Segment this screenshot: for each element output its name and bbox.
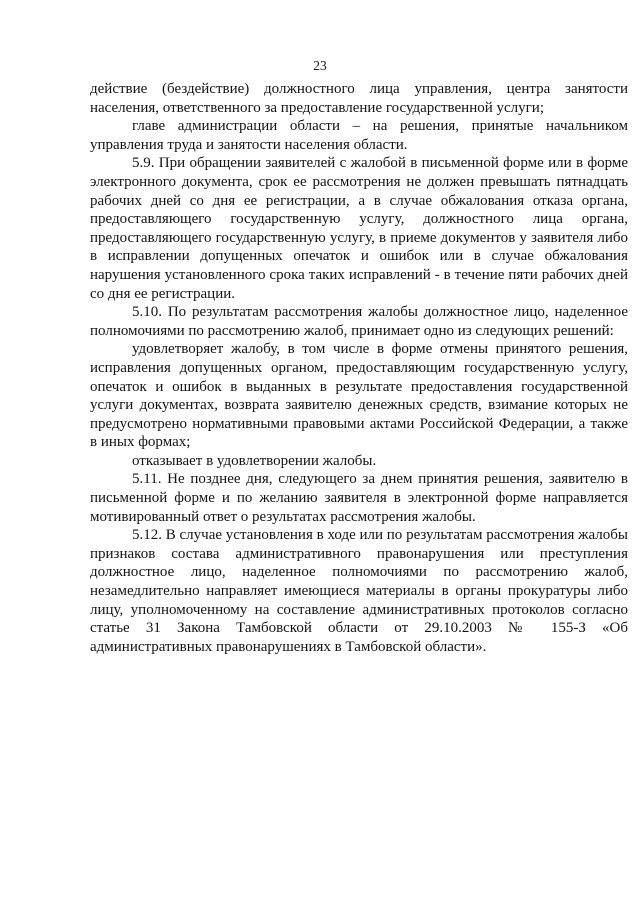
paragraph-5-9: 5.9. При обращении заявителей с жалобой в письменной форме или в форме электронного документа, срок ее рассмотрения не должен превышать пятнадцать рабочих дней со дня ее регистрации, а в случае обжалования отказа органа, предоставляющего государственную услугу, должностного лица органа, предоставляющего государственную услугу, в приеме документов у заявителя либо в исправлении допущенных опечаток и ошибок или в случае обжалования нарушения установленного срока таких исправлений - в течение пяти рабочих дней со дня ее регистрации. bbox=[90, 155, 628, 302]
paragraph-satisfies-complaint: удовлетворяет жалобу, в том числе в форме отмены принятого решения, исправления допущенных органом, предоставляющим государственную услугу, опечаток и ошибок в выданных в результате предоставления государственной услуги документах, возврата заявителю денежных средств, взимание которых не предусмотрено нормативными правовыми актами Российской Федерации, а также в иных формах; bbox=[90, 341, 628, 451]
page-number: 23 bbox=[313, 58, 327, 73]
paragraph-5-10: 5.10. По результатам рассмотрения жалобы должностное лицо, наделенное полномочиями по рассмотрению жалоб, принимает одно из следующих решений: bbox=[90, 304, 628, 339]
paragraph-5-12: 5.12. В случае установления в ходе или по результатам рассмотрения жалобы признаков состава административного правонарушения или преступления должностное лицо, наделенное полномочиями по рассмотрению жалоб, незамедлительно направляет имеющиеся материалы в органы прокуратуры либо лицу, уполномоченному на составление административных протоколов согласно статье 31 Закона Тамбовской области от 29.10.2003 № 155-З «Об административных правонарушениях в Тамбовской области». bbox=[90, 527, 628, 655]
paragraph-head-of-administration: главе администрации области – на решения, принятые начальником управления труда и занятости населения области. bbox=[90, 118, 628, 153]
paragraph-5-11: 5.11. Не позднее дня, следующего за днем принятия решения, заявителю в письменной форме и по желанию заявителя в электронной форме направляется мотивированный ответ о результатах рассмотрения жалобы. bbox=[90, 471, 628, 525]
document-body bbox=[90, 80, 628, 656]
paragraph-continuation: действие (бездействие) должностного лица управления, центра занятости населения, ответственного за предоставление государственной услуги; bbox=[90, 81, 628, 116]
paragraph-refuses-complaint: отказывает в удовлетворении жалобы. bbox=[132, 452, 377, 469]
